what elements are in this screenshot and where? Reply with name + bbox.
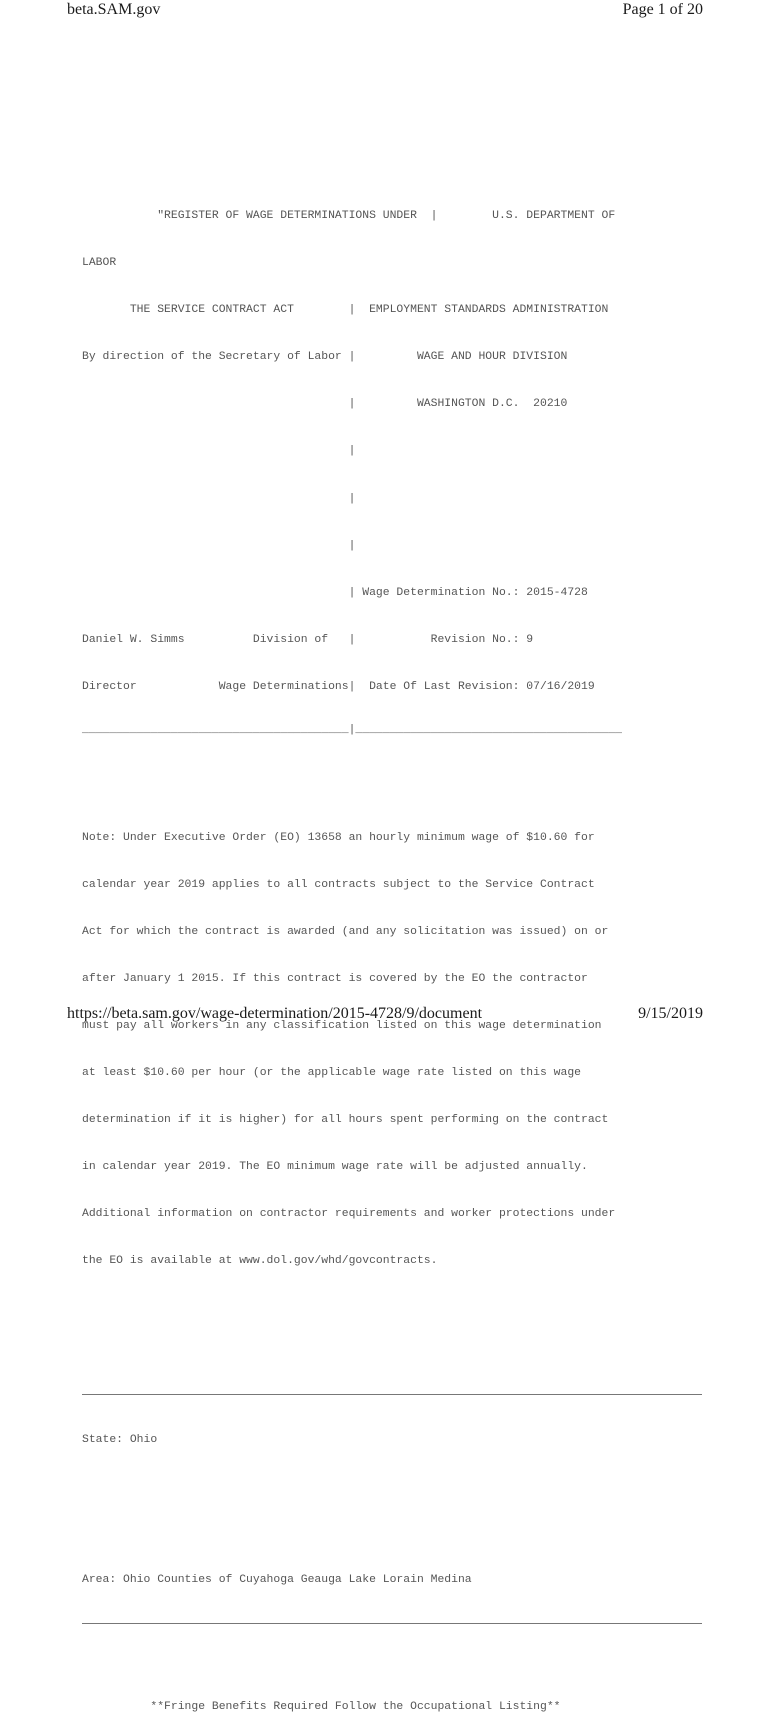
browser-footer-url: https://beta.sam.gov/wage-determination/2015-4728/9/document (67, 1005, 483, 1022)
browser-header-page-number: Page 1 of 20 (622, 1, 703, 18)
note-line: the EO is available at www.dol.gov/whd/govcontracts. (82, 1255, 438, 1268)
section-divider (82, 1394, 702, 1395)
note-line: determination if it is higher) for all hours spent performing on the contract (82, 1114, 609, 1127)
note-line: Additional information on contractor requirements and worker protections under (82, 1208, 616, 1221)
note-line: must pay all workers in any classification listed on this wage determination (82, 1020, 602, 1033)
heading-line: THE SERVICE CONTRACT ACT | EMPLOYMENT STANDARDS ADMINISTRATION (82, 304, 609, 317)
state-line: State: Ohio (82, 1434, 158, 1447)
heading-line: | WASHINGTON D.C. 20210 (82, 398, 568, 411)
browser-header-site: beta.SAM.gov (67, 1, 161, 18)
note-line: calendar year 2019 applies to all contracts subject to the Service Contract (82, 879, 595, 892)
heading-line: | Wage Determination No.: 2015-4728 (82, 586, 588, 599)
heading-line: By direction of the Secretary of Labor | WAGE AND HOUR DIVISION (82, 351, 568, 364)
heading-line: Director Wage Determinations| Date Of Last Revision: 07/16/2019 (82, 680, 595, 693)
browser-footer-date: 9/15/2019 (638, 1005, 703, 1022)
heading-line: Daniel W. Simms Division of | Revision No.: 9 (82, 633, 534, 646)
heading-block (82, 181, 702, 767)
heading-divider: _______________________________________|_______________________________________ (82, 724, 623, 737)
area-line: Area: Ohio Counties of Cuyahoga Geauga Lake Lorain Medina (82, 1574, 472, 1587)
note-line: Note: Under Executive Order (EO) 13658 an hourly minimum wage of $10.60 for (82, 832, 595, 845)
note-line: Act for which the contract is awarded (and any solicitation was issued) on or (82, 926, 609, 939)
note-line: in calendar year 2019. The EO minimum wage rate will be adjusted annually. (82, 1161, 588, 1174)
wage-determination-document (82, 157, 702, 1731)
heading-line: | (82, 539, 356, 552)
heading-line: LABOR (82, 257, 117, 270)
heading-line: | (82, 445, 356, 458)
eo-minimum-wage-note (82, 803, 702, 1297)
note-line: at least $10.60 per hour (or the applicable wage rate listed on this wage (82, 1067, 581, 1080)
note-line: after January 1 2015. If this contract is covered by the EO the contractor (82, 973, 588, 986)
heading-line: | (82, 492, 356, 505)
heading-line: "REGISTER OF WAGE DETERMINATIONS UNDER | U.S. DEPARTMENT OF (82, 210, 616, 222)
section-divider (82, 1623, 702, 1624)
fringe-benefits-line: **Fringe Benefits Required Follow the Occupational Listing** (82, 1701, 561, 1714)
